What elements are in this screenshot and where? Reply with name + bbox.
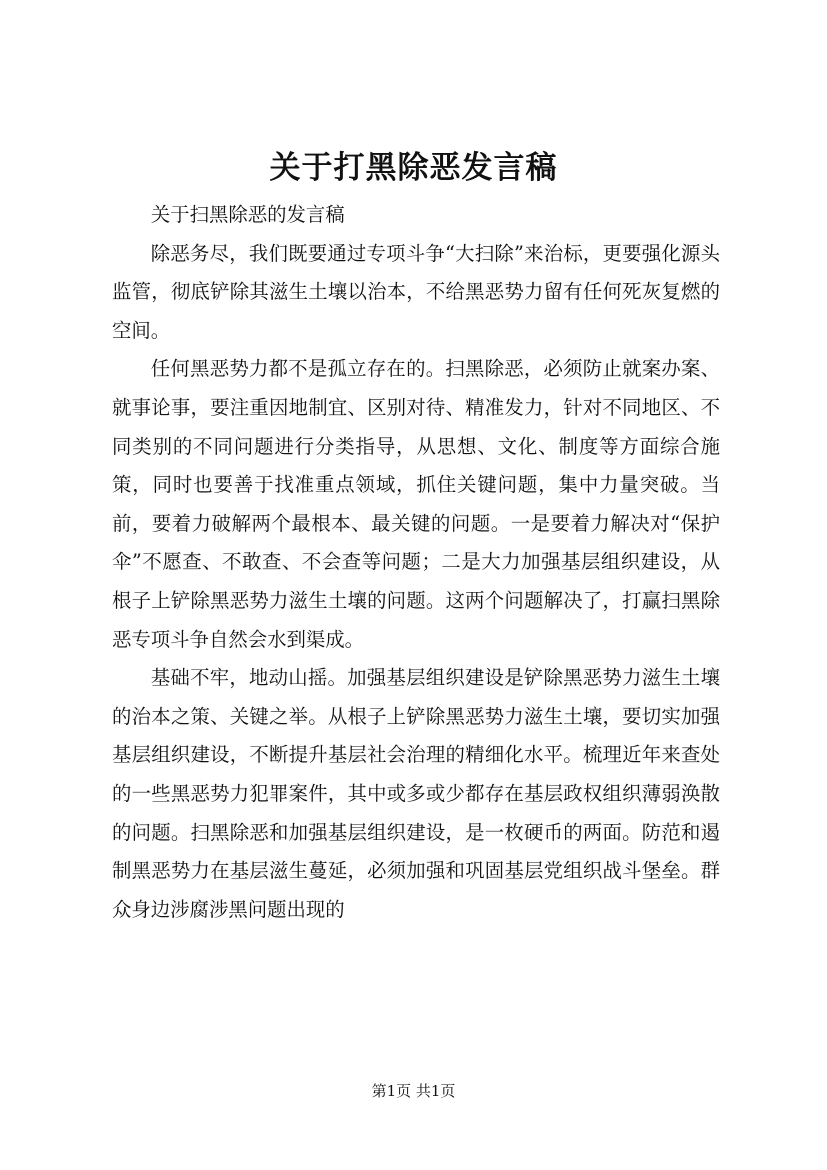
page-footer: 第1页 共1页 [371,1082,456,1100]
document-title: 关于打黑除恶发言稿 [269,150,558,186]
paragraph-subtitle: 关于扫黑除恶的发言稿 [150,203,345,226]
paragraph: 除恶务尽，我们既要通过专项斗争“大扫除”来治标，更要强化源头监管，彻底铲除其滋生土壤以治本，不给黑恶势力留有任何死灰复燃的空间。 [112,241,720,342]
paragraph: 任何黑恶势力都不是孤立存在的。扫黑除恶，必须防止就案办案、就事论事，要注重因地制宜、区别对待、精准发力，针对不同地区、不同类别的不同问题进行分类指导，从思想、文化、制度等方面综合施策，同时也要善于找准重点领域，抓住关键问题，集中力量突破。当前，要着力破解两个最根本、最关键的问题。一是要着力解决对“保护伞”不愿查、不敢查、不会查等问题；二是大力加强基层组织建设，从根子上铲除黑恶势力滋生土壤的问题。这两个问题解决了，打赢扫黑除恶专项斗争自然会水到渠成。 [112,357,720,651]
paragraph: 基础不牢，地动山摇。加强基层组织建设是铲除黑恶势力滋生土壤的治本之策、关键之举。从根子上铲除黑恶势力滋生土壤，要切实加强基层组织建设，不断提升基层社会治理的精细化水平。梳理近年来查处的一些黑恶势力犯罪案件，其中或多或少都存在基层政权组织薄弱涣散的问题。扫黑除恶和加强基层组织建设，是一枚硬币的两面。防范和遏制黑恶势力在基层滋生蔓延，必须加强和巩固基层党组织战斗堡垒。群众身边涉腐涉黑问题出现的 [112,666,720,921]
document-body [112,196,720,929]
